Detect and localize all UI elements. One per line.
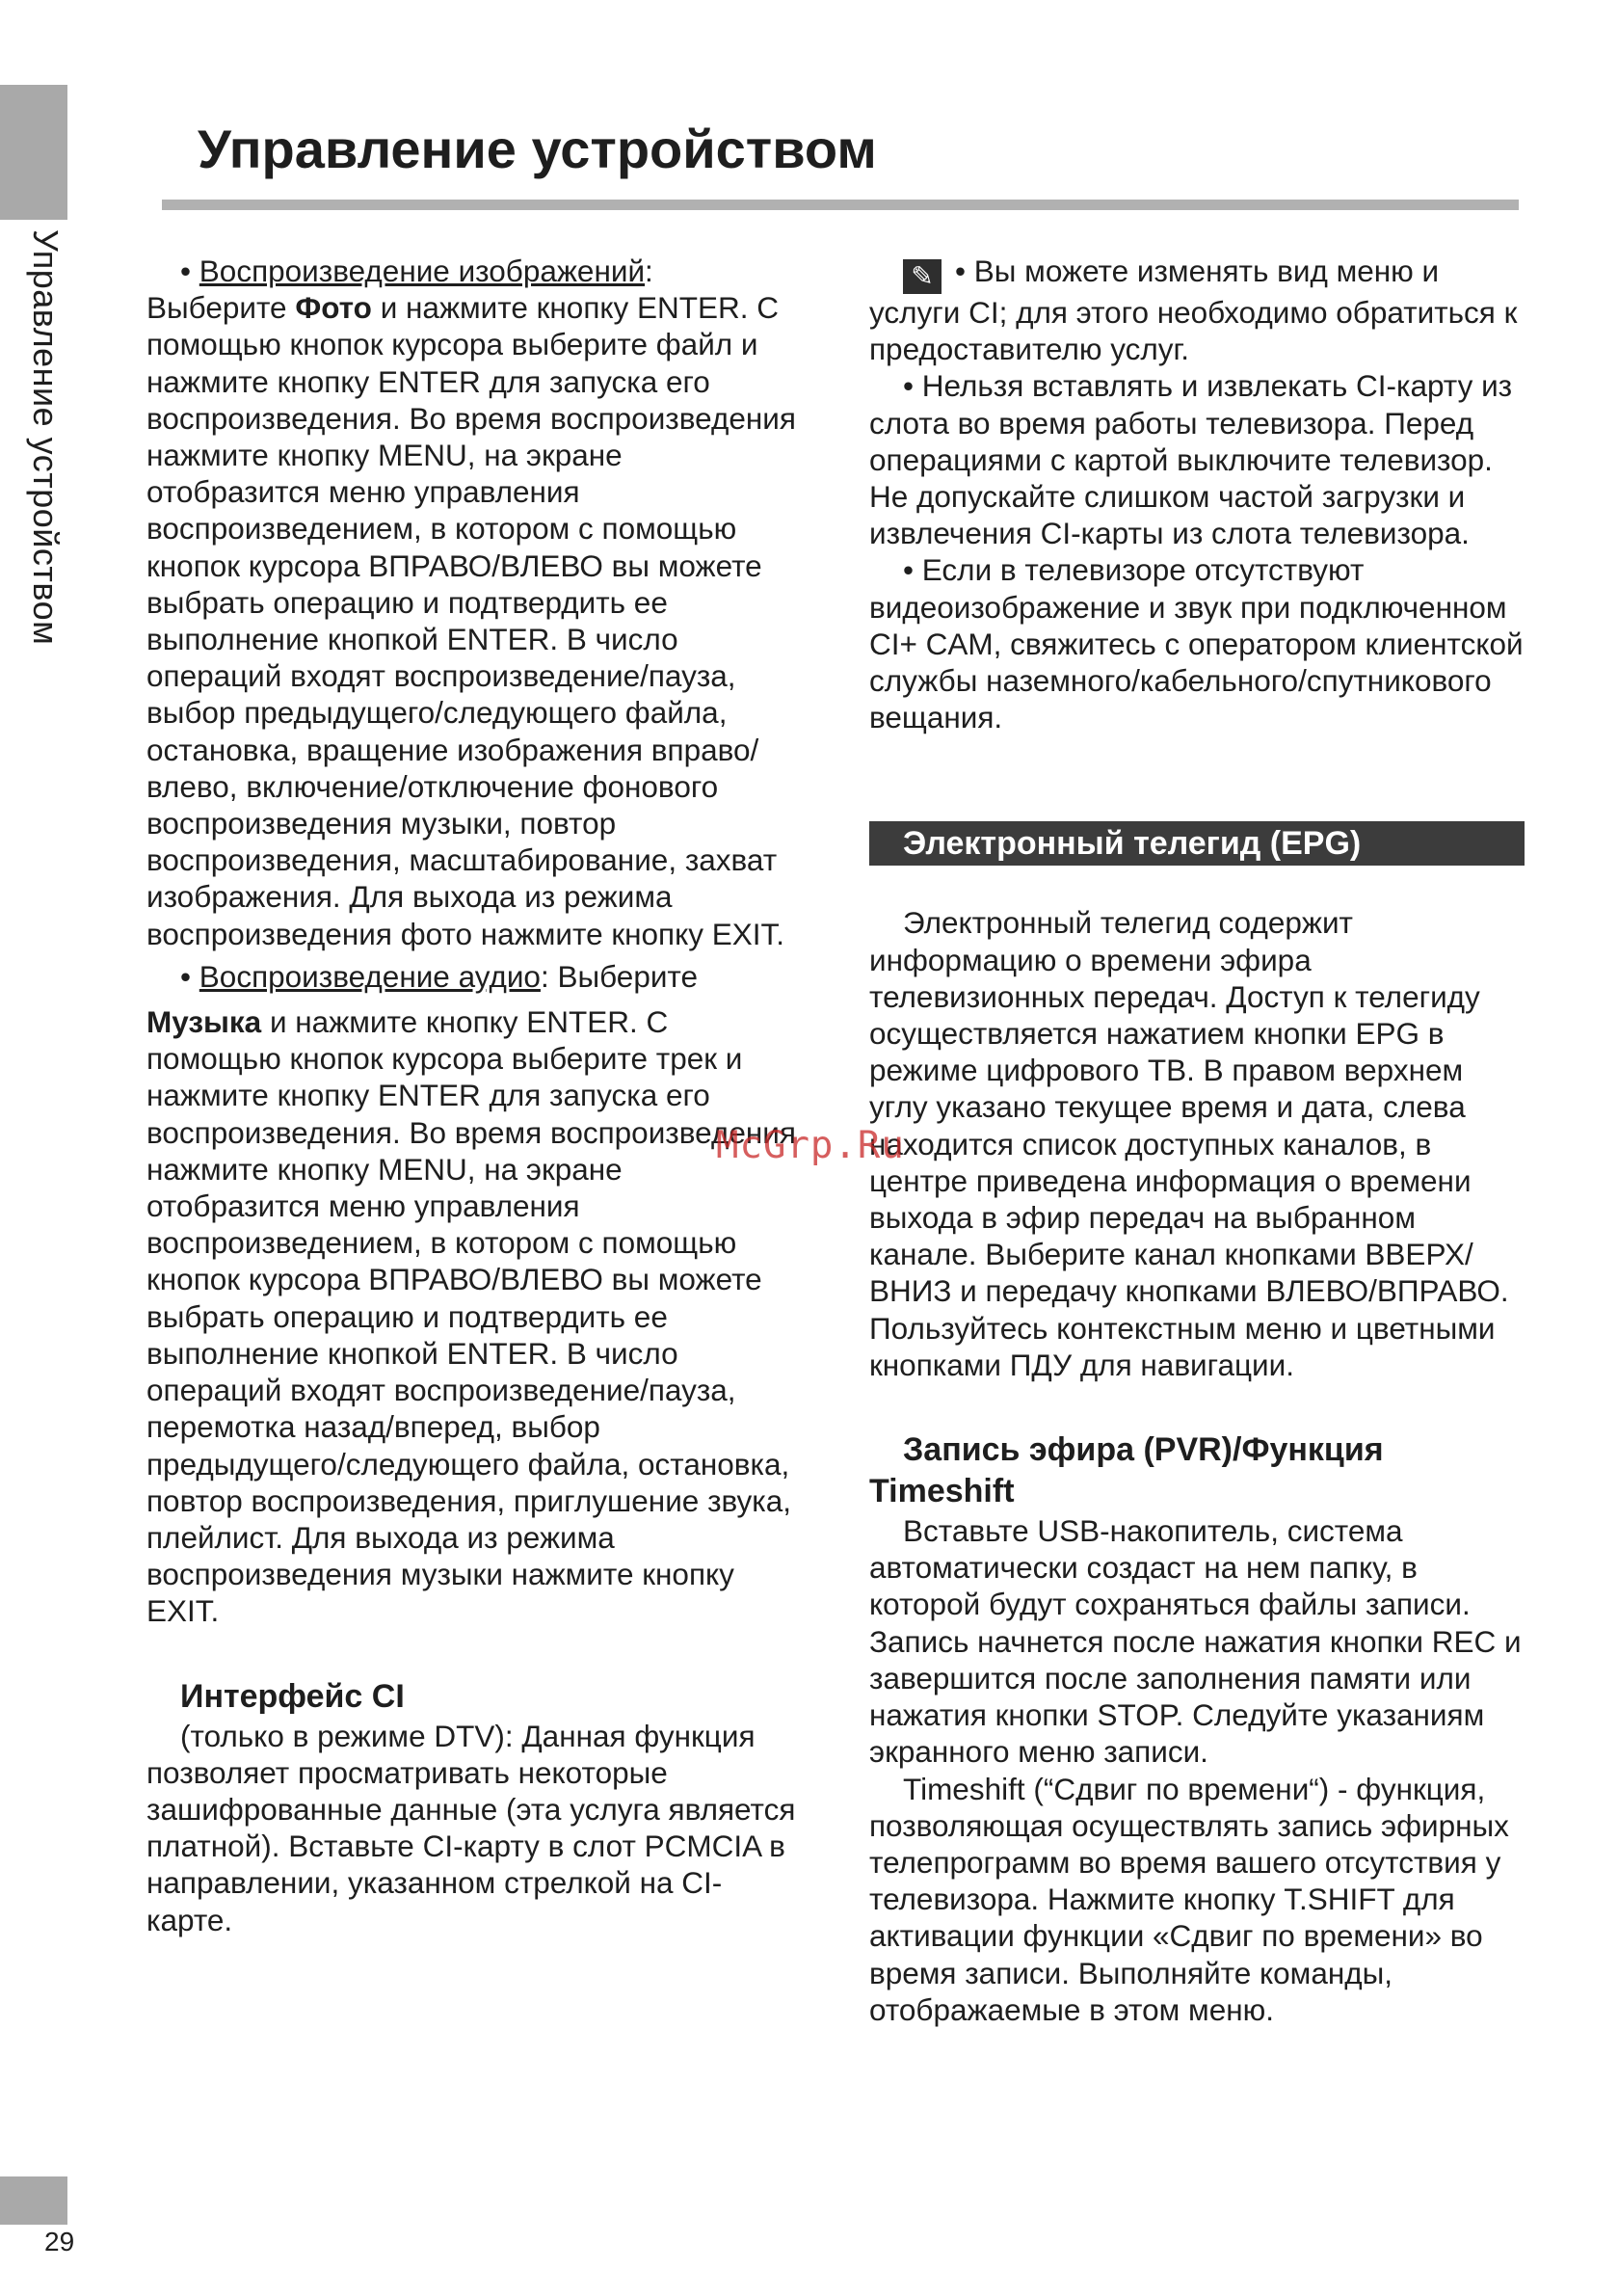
- photo-text-start: Выберите: [146, 290, 296, 326]
- note-pencil-icon: ✎: [903, 259, 942, 294]
- ci-interface-heading: Интерфейс CI: [180, 1677, 405, 1715]
- audio-playback-paragraph: [146, 1003, 802, 1629]
- audio-playback-title: Воспроизведение аудио: [199, 958, 541, 994]
- epg-text: Электронный телегид содержит информацию о времени эфира телевизионных передач. Доступ к телегиду осуществляется нажатием кнопки EPG в режиме цифрового ТВ. В правом верхнем углу указано текущее время и дата, слева находится список доступных каналов, в центре приведена информация о времени выхода в эфир передач на выбранном канале. Выберите канал кнопками ВВЕРХ/ВНИЗ и передачу кнопками ВЛЕВО/ВПРАВО. Пользуйтесь контекстным меню и цветными кнопками ПДУ для навигации.: [869, 905, 1509, 1382]
- watermark: McGrp.Ru: [716, 1124, 905, 1167]
- ci-note-1: [869, 253, 1525, 367]
- ci-note-2: • Нельзя вставлять и извлекать CI-карту из слота во время работы телевизора. Перед операциями с картой выключите телевизор. Не допускайте слишком частой загрузки и извлечения CI-карты из слота телевизора.: [869, 368, 1513, 551]
- bullet: •: [180, 254, 192, 288]
- title-divider: [162, 200, 1519, 210]
- side-section-label: Управление устройством: [26, 229, 66, 646]
- photo-playback-paragraph: [146, 253, 802, 952]
- audio-playback-text: и нажмите кнопку ENTER. С помощью кнопок курсора выберите трек и нажмите кнопку ENTER для запуска его воспроизведения. Во время воспроизведения нажмите кнопку MENU, на экране отобразится меню управления воспроизведением, в котором с помощью кнопок курсора ВПРАВО/ВЛЕВО вы можете выбрать операцию и подтвердить ее выполнение кнопкой ENTER. В число операций входят воспроизведение/пауза, перемотка назад/вперед, выбор предыдущего/следующего файла, остановка, повтор воспроизведения, приглушение звука, плейлист. Для выхода из режима воспроизведения музыки нажмите кнопку EXIT.: [146, 1004, 796, 1629]
- photo-playback-title: Воспроизведение изображений: [199, 254, 646, 288]
- side-tab-bottom: [0, 2176, 67, 2225]
- ci-note-1-text: • Вы можете изменять вид меню и услуги CI; для этого необходимо обратиться к предоставителю услуг.: [869, 254, 1518, 367]
- timeshift-text: Timeshift (“Сдвиг по времени“) - функция, позволяющая осуществлять запись эфирных телепрограмм во время вашего отсутствия у телевизора. Нажмите кнопку T.SHIFT для активации функции «Сдвиг по времени» во время записи. Выполняйте команды, отображаемые в этом меню.: [869, 1771, 1509, 2027]
- side-tab-top: [0, 85, 67, 220]
- ci-interface-text: (только в режиме DTV): Данная функция позволяет просматривать некоторые зашифрованные данные (эта услуга является платной). Вставьте CI-карту в слот PCMCIA в направлении, указанном стрелкой на CI-карте.: [146, 1718, 796, 1937]
- page-title: Управление устройством: [198, 119, 877, 179]
- left-column: [146, 253, 802, 1938]
- colon: :: [645, 254, 653, 288]
- photo-playback-text: и нажмите кнопку ENTER. С помощью кнопок курсора выберите файл и нажмите кнопку ENTER для запуска его воспроизведения. Во время воспроизведения нажмите кнопку MENU, на экране отобразится меню управления воспроизведением, в котором с помощью кнопок курсора ВПРАВО/ВЛЕВО вы можете выбрать операцию и подтвердить ее выполнение кнопкой ENTER. В число операций входят воспроизведение/пауза, выбор предыдущего/следующего файла, остановка, вращение изображения вправо/влево, включение/отключение фонового воспроизведения музыки, повтор воспроизведения, масштабирование, захват изображения. Для выхода из режима воспроизведения фото нажмите кнопку EXIT.: [146, 290, 796, 951]
- pvr-heading: Запись эфира (PVR)/Функция Timeshift: [869, 1431, 1384, 1510]
- page-number: 29: [44, 2227, 75, 2256]
- bullet: •: [180, 958, 192, 994]
- audio-menu-name: Музыка: [146, 1004, 262, 1040]
- epg-section-bar: Электронный телегид (EPG): [869, 821, 1525, 866]
- pvr-text: Вставьте USB-накопитель, система автоматически создаст на нем папку, в которой будут сохраняться файлы записи. Запись начнется после нажатия кнопки REC и завершится после заполнения памяти или нажатия кнопки STOP. Следуйте указаниям экранного меню записи.: [869, 1513, 1522, 1770]
- ci-note-3: • Если в телевизоре отсутствуют видеоизображение и звук при подключенном CI+ CAM, свяжитесь с оператором клиентской службы наземного/кабельного/спутникового вещания.: [869, 552, 1524, 735]
- right-column: [869, 253, 1525, 2028]
- audio-text-start: : Выберите: [540, 958, 699, 994]
- audio-playback-heading-line: [146, 958, 802, 995]
- photo-menu-name: Фото: [295, 290, 372, 326]
